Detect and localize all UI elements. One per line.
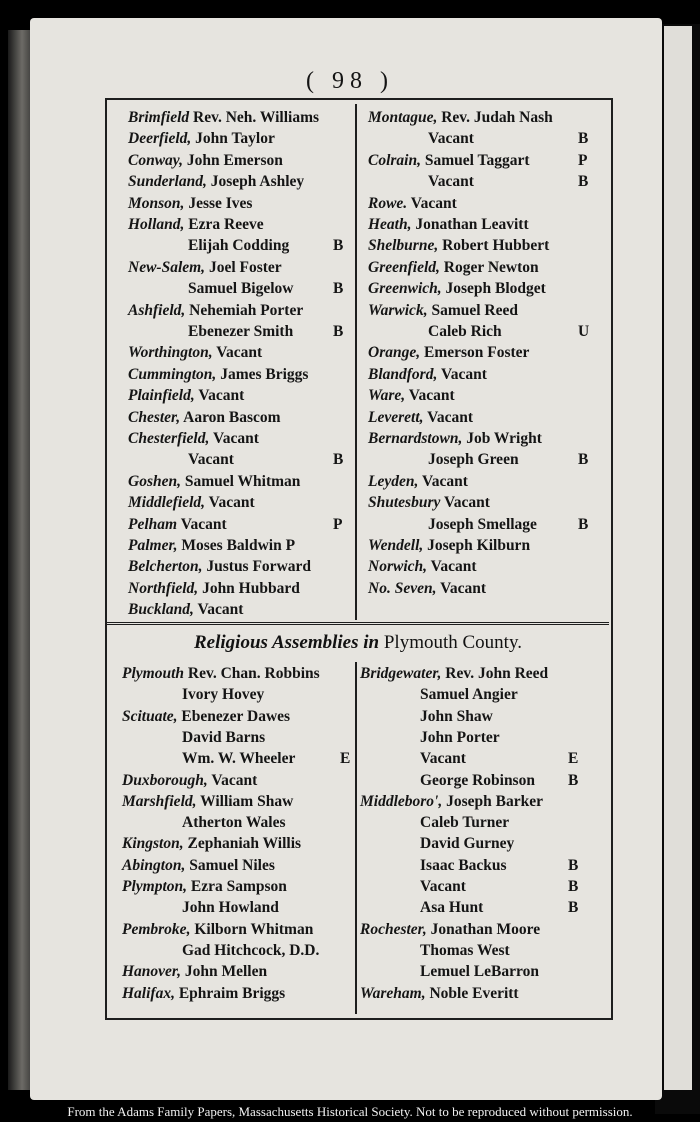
minister-name: Vacant (208, 494, 255, 512)
minister-name: Vacant (211, 771, 258, 789)
list-item (182, 749, 295, 769)
town-name: Leyden, (368, 472, 419, 490)
minister-name: Asa Hunt (420, 899, 484, 917)
minister-name: Rev. Chan. Robbins (187, 665, 320, 682)
list-item (368, 215, 529, 235)
town-name: Norwich, (368, 558, 427, 576)
town-name: Deerfield, (128, 130, 192, 148)
section-title-county: Plymouth County. (383, 632, 522, 653)
minister-name: John Mellen (184, 963, 268, 981)
town-name: Plymouth (122, 665, 185, 682)
town-name: Buckland, (128, 601, 194, 619)
minister-name: David Barns (182, 728, 266, 746)
town-name: New-Salem, (128, 258, 206, 276)
section-rule (107, 622, 609, 625)
list-item (368, 258, 539, 278)
list-item (122, 984, 285, 1004)
minister-name: Joel Foster (208, 258, 282, 276)
minister-name: Rev. John Reed (445, 665, 549, 682)
list-item (368, 408, 473, 428)
list-item (128, 515, 227, 535)
minister-name: Lemuel LeBarron (420, 963, 539, 981)
list-item (128, 600, 243, 620)
town-name: Shelburne, (368, 237, 439, 255)
minister-name: Moses Baldwin P (181, 537, 296, 554)
list-item (182, 813, 285, 833)
minister-name: Samuel Taggart (424, 151, 530, 169)
next-page-sliver (664, 26, 692, 1090)
list-item (128, 365, 308, 385)
minister-name: Atherton Wales (182, 814, 286, 832)
minister-name: Vacant (410, 194, 457, 212)
list-item (360, 792, 543, 812)
denomination-mark: E (340, 750, 351, 768)
list-item (428, 129, 474, 149)
list-item (122, 877, 287, 897)
list-item (420, 749, 466, 769)
town-name: Monson, (128, 194, 185, 212)
denomination-mark: B (568, 771, 579, 789)
minister-name: Vacant (440, 365, 487, 383)
list-item (182, 685, 264, 705)
list-item (420, 707, 493, 727)
list-item (128, 408, 281, 428)
list-item (188, 450, 234, 470)
list-item (188, 279, 294, 299)
minister-name: Vacant (180, 515, 227, 533)
minister-name: Justus Forward (206, 558, 312, 576)
town-name: Ashfield, (128, 301, 186, 319)
town-name: Rochester, (360, 920, 427, 938)
list-item (420, 962, 539, 982)
list-item (420, 941, 510, 961)
minister-name: Joseph Blodget (445, 280, 546, 298)
page-number: ( 98 ) (306, 68, 394, 94)
list-item (128, 301, 303, 321)
list-item (368, 472, 468, 492)
list-item (368, 536, 530, 556)
minister-name: Joseph Green (428, 451, 519, 469)
denomination-mark: E (568, 750, 579, 768)
list-item (420, 877, 466, 897)
copyright-footer: From the Adams Family Papers, Massachusetts Historical Society. Not to be reproduced without permission. (67, 1104, 633, 1119)
list-item (128, 429, 259, 449)
minister-name: Elijah Codding (188, 237, 290, 255)
minister-name: Caleb Turner (420, 814, 510, 832)
list-item (122, 856, 275, 876)
minister-name: Vacant (420, 750, 466, 768)
minister-name: Samuel Reed (431, 301, 518, 319)
minister-name: Roger Newton (443, 258, 539, 276)
minister-name: Samuel Bigelow (188, 280, 294, 298)
town-name: Abington, (122, 856, 186, 874)
minister-name: Kilborn Whitman (194, 920, 314, 938)
minister-name: Ebenezer Dawes (181, 707, 291, 725)
minister-name: Aaron Bascom (183, 408, 281, 426)
minister-name: Samuel Niles (189, 856, 275, 874)
minister-name: Vacant (428, 130, 474, 148)
list-item (128, 579, 300, 599)
minister-name: Ivory Hovey (182, 686, 265, 704)
list-item (128, 493, 255, 513)
list-item (360, 664, 548, 684)
list-item (128, 536, 295, 556)
list-item (128, 172, 304, 192)
town-name: Bridgewater, (360, 665, 442, 682)
town-name: Cummington, (128, 365, 217, 383)
denomination-mark: B (568, 899, 579, 917)
town-name: Belcherton, (128, 558, 203, 576)
minister-name: Vacant (443, 494, 490, 512)
town-name: Palmer, (128, 537, 178, 554)
denomination-mark: B (578, 515, 589, 533)
minister-name: John Shaw (420, 707, 493, 725)
town-name: Marshfield, (122, 792, 197, 810)
list-item (368, 343, 529, 363)
minister-name: John Porter (420, 728, 500, 746)
list-item (420, 856, 507, 876)
town-name: Montague, (368, 109, 438, 126)
list-item (128, 343, 262, 363)
town-name: Bernardstown, (368, 430, 463, 447)
town-name: Wareham, (360, 984, 426, 1002)
town-name: Holland, (128, 216, 185, 233)
town-name: Pembroke, (122, 920, 191, 938)
list-item (368, 236, 549, 256)
list-item (368, 579, 486, 599)
minister-name: John Emerson (186, 151, 283, 169)
minister-name: Jonathan Moore (430, 920, 541, 938)
town-name: Colrain, (368, 151, 421, 169)
minister-name: Robert Hubbert (442, 237, 550, 255)
minister-name: Emerson Foster (423, 344, 530, 362)
minister-name: James Briggs (220, 365, 309, 383)
town-name: Hanover, (122, 963, 181, 981)
minister-name: John Howland (182, 899, 279, 917)
list-item (122, 664, 320, 684)
list-item (128, 258, 282, 278)
minister-name: Vacant (188, 451, 234, 469)
column-divider-lower (355, 662, 357, 1014)
minister-name: John Taylor (195, 130, 275, 148)
minister-name: Caleb Rich (428, 323, 502, 340)
list-item (368, 365, 487, 385)
town-name: Goshen, (128, 472, 181, 490)
list-item (428, 450, 519, 470)
town-name: Chester, (128, 408, 181, 426)
town-name: Brimfield (128, 109, 190, 126)
minister-name: Samuel Angier (420, 686, 518, 704)
section-title-prefix: Religious Assemblies in (194, 632, 384, 653)
list-item (122, 792, 293, 812)
list-item (128, 557, 311, 577)
list-item (128, 215, 264, 235)
list-item (128, 386, 244, 406)
town-name: Pelham (128, 515, 178, 533)
town-name: Wendell, (368, 537, 424, 554)
list-item (420, 898, 483, 918)
list-item (128, 129, 275, 149)
town-name: Scituate, (122, 707, 178, 725)
minister-name: Samuel Whitman (184, 472, 301, 490)
town-name: Halifax, (122, 984, 175, 1002)
list-item (368, 151, 530, 171)
minister-name: Vacant (420, 878, 466, 895)
minister-name: David Gurney (420, 835, 515, 853)
list-item (188, 322, 293, 342)
list-item (188, 236, 289, 256)
minister-name: Job Wright (466, 430, 542, 447)
town-name: Plympton, (122, 878, 188, 895)
town-name: No. Seven, (368, 579, 437, 597)
minister-name: Joseph Ashley (210, 173, 305, 191)
minister-name: Joseph Barker (446, 792, 543, 810)
town-name: Leverett, (368, 408, 424, 426)
list-item (360, 920, 540, 940)
minister-name: Vacant (428, 173, 474, 191)
list-item (182, 898, 279, 918)
town-name: Northfield, (128, 579, 199, 597)
minister-name: Joseph Kilburn (427, 537, 531, 554)
minister-name: Vacant (216, 344, 263, 362)
minister-name: Vacant (427, 408, 474, 426)
list-item (428, 515, 537, 535)
list-item (420, 728, 500, 748)
minister-name: Rev. Neh. Williams (193, 109, 320, 126)
town-name: Warwick, (368, 301, 428, 319)
list-item (360, 984, 519, 1004)
denomination-mark: P (333, 515, 343, 533)
list-item (128, 194, 252, 214)
minister-name: Vacant (212, 430, 259, 447)
denomination-mark: B (333, 237, 344, 255)
denomination-mark: B (578, 173, 589, 191)
town-name: Conway, (128, 151, 183, 169)
town-name: Worthington, (128, 344, 213, 362)
town-name: Shutesbury (368, 494, 441, 512)
column-divider-upper (355, 104, 357, 620)
town-name: Middleboro', (360, 792, 443, 810)
minister-name: Isaac Backus (420, 856, 507, 874)
town-name: Sunderland, (128, 173, 207, 191)
town-name: Duxborough, (122, 771, 208, 789)
town-name: Orange, (368, 344, 421, 362)
list-item (368, 301, 518, 321)
minister-name: Joseph Smellage (428, 515, 537, 533)
list-item (368, 108, 553, 128)
denomination-mark: B (578, 451, 589, 469)
list-item (368, 194, 457, 214)
list-item (420, 834, 514, 854)
town-name: Ware, (368, 387, 406, 405)
list-item (428, 322, 502, 342)
list-item (122, 962, 267, 982)
list-item (122, 707, 290, 727)
minister-name: Wm. W. Wheeler (182, 750, 296, 768)
denomination-mark: U (578, 323, 590, 340)
minister-name: George Robinson (420, 771, 535, 789)
list-item (368, 279, 546, 299)
section-title (107, 632, 609, 654)
list-item (420, 813, 509, 833)
minister-name: Ezra Reeve (188, 216, 264, 233)
list-item (428, 172, 474, 192)
town-name: Chesterfield, (128, 430, 210, 447)
town-name: Heath, (368, 216, 412, 233)
denomination-mark: B (333, 451, 344, 469)
minister-name: Jesse Ives (188, 194, 253, 212)
minister-name: Vacant (430, 558, 477, 576)
minister-name: Ezra Sampson (190, 878, 287, 895)
town-name: Greenfield, (368, 258, 440, 276)
minister-name: Rev. Judah Nash (441, 109, 553, 126)
minister-name: Vacant (408, 387, 455, 405)
list-item (128, 151, 283, 171)
minister-name: Vacant (440, 579, 486, 597)
list-item (368, 429, 542, 449)
town-name: Middlefield, (128, 494, 206, 512)
minister-name: William Shaw (200, 792, 294, 810)
minister-name: Ephraim Briggs (178, 984, 286, 1002)
minister-name: Vacant (197, 601, 244, 619)
list-item (122, 834, 301, 854)
list-item (122, 771, 257, 791)
list-item (128, 472, 300, 492)
list-item (128, 108, 319, 128)
minister-name: Nehemiah Porter (189, 301, 304, 319)
list-item (420, 771, 535, 791)
list-item (368, 493, 490, 513)
town-name: Blandford, (368, 365, 438, 383)
denomination-mark: B (568, 856, 579, 874)
denomination-mark: B (568, 878, 579, 895)
minister-name: Vacant (421, 472, 468, 490)
minister-name: Jonathan Leavitt (415, 216, 529, 233)
minister-name: Thomas West (420, 941, 510, 959)
denomination-mark: B (333, 323, 344, 340)
town-name: Greenwich, (368, 280, 442, 298)
list-item (182, 728, 265, 748)
list-item (368, 557, 477, 577)
denomination-mark: P (578, 151, 588, 169)
minister-name: Noble Everitt (429, 984, 519, 1002)
minister-name: Gad Hitchcock, D.D. (182, 941, 320, 959)
town-name: Rowe. (368, 194, 408, 212)
denomination-mark: B (578, 130, 589, 148)
list-item (368, 386, 455, 406)
list-item (182, 941, 319, 961)
list-item (122, 920, 313, 940)
list-item (420, 685, 518, 705)
minister-name: Vacant (198, 387, 245, 405)
town-name: Kingston, (122, 835, 184, 853)
minister-name: John Hubbard (202, 579, 300, 597)
town-name: Plainfield, (128, 387, 195, 405)
minister-name: Zephaniah Willis (187, 835, 302, 853)
denomination-mark: B (333, 280, 344, 298)
minister-name: Ebenezer Smith (188, 323, 294, 340)
